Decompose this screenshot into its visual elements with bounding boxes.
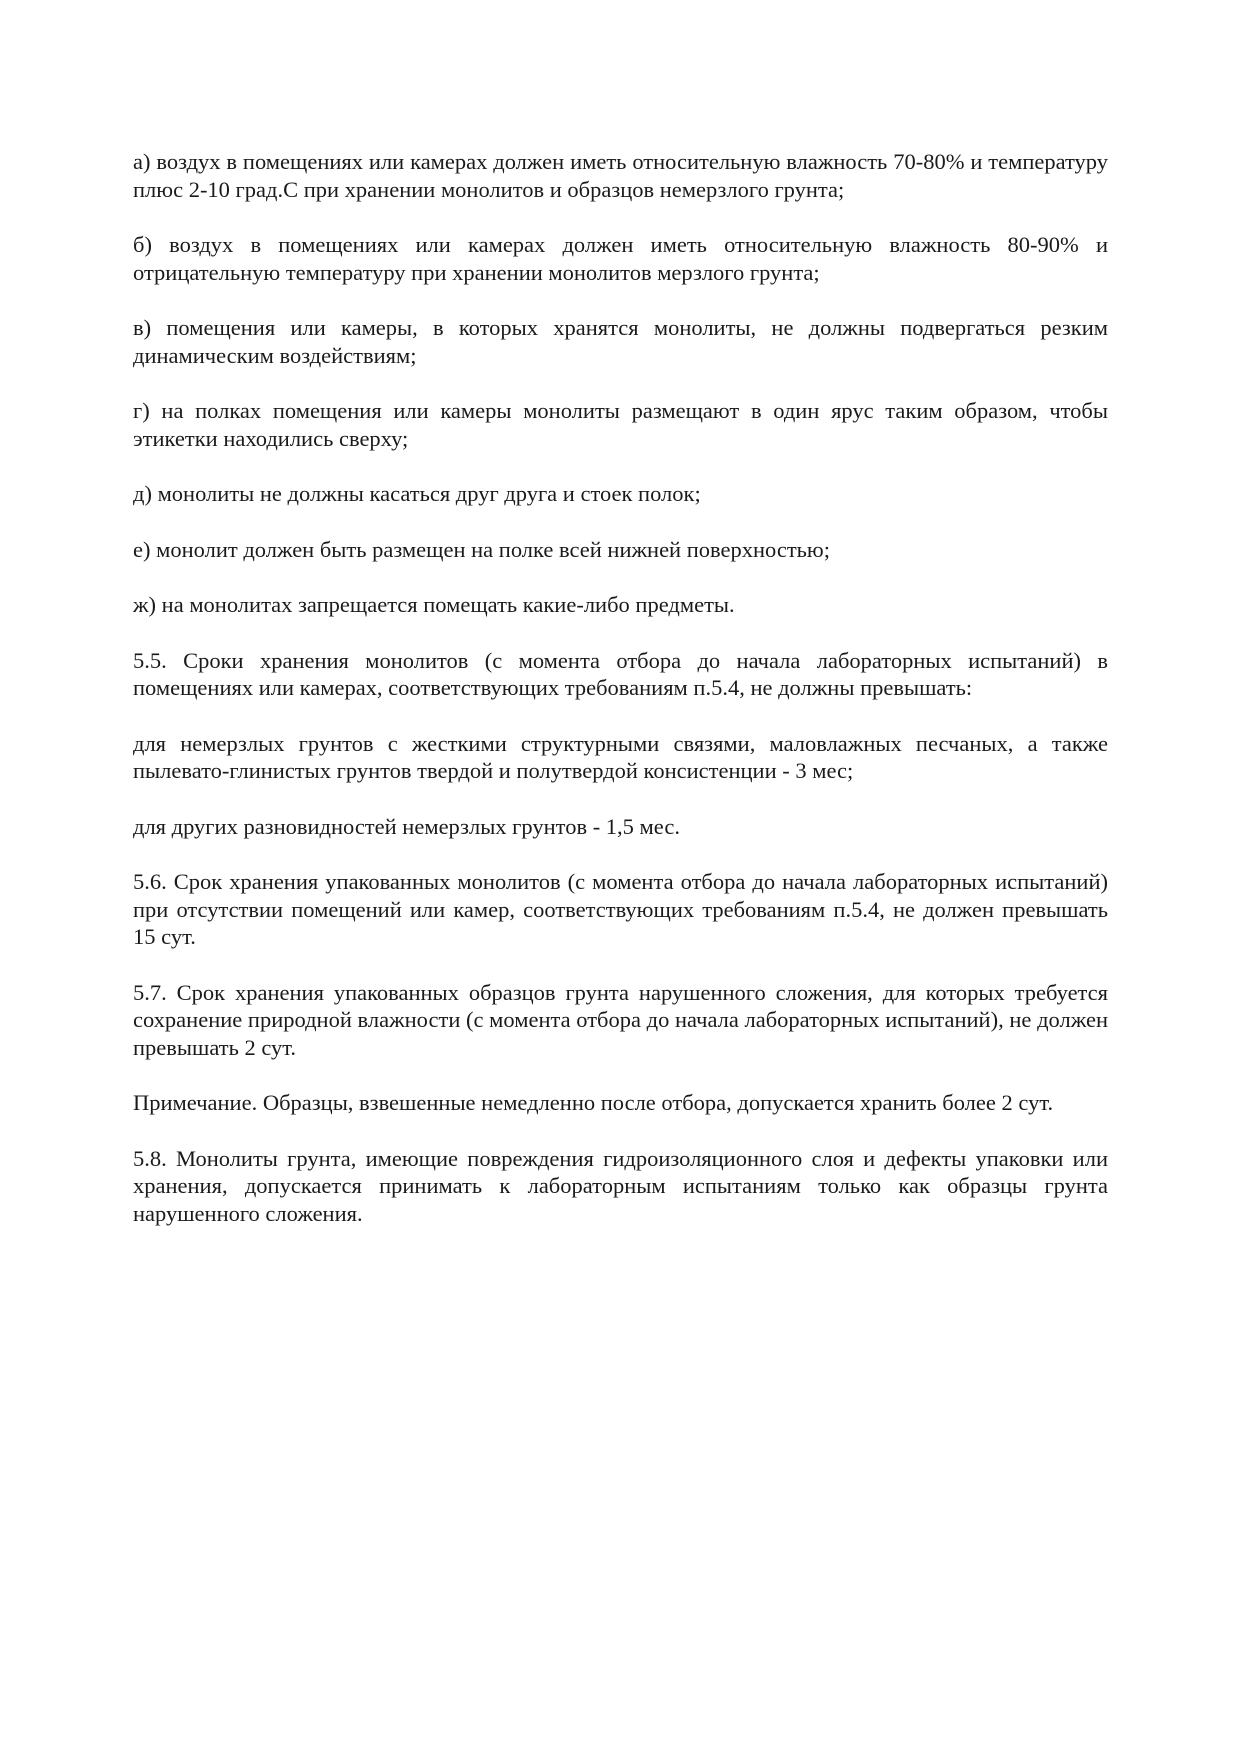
paragraph-item-e: е) монолит должен быть размещен на полке всей нижней поверхностью; <box>133 536 830 562</box>
paragraph-5-8: 5.8. Монолиты грунта, имеющие повреждения гидроизоляционного слоя и дефекты упаковки или хранения, допускается принимать к лабораторным испытаниям только как образцы грунта нарушенного сложения. <box>133 1145 1108 1226</box>
paragraph-item-d: д) монолиты не должны касаться друг друга и стоек полок; <box>133 481 701 506</box>
paragraph-item-v: в) помещения или камеры, в которых хранятся монолиты, не должны подвергаться резким динамическим воздействиям; <box>133 315 1108 368</box>
paragraph-item-a: а) воздух в помещениях или камерах должен иметь относительную влажность 70-80% и температуру плюс 2-10 град.С при хранении монолитов и образцов немерзлого грунта; <box>133 149 1108 202</box>
paragraph-item-g: г) на полках помещения или камеры монолиты размещают в один ярус таким образом, чтобы этикетки находились сверху; <box>133 398 1108 451</box>
paragraph-5-6: 5.6. Срок хранения упакованных монолитов (с момента отбора до начала лабораторных испытаний) при отсутствии помещений или камер, соответствующих требованиям п.5.4, не должен превышать 15 сут. <box>133 869 1108 949</box>
paragraph-5-5-other-unfrozen: для других разновидностей немерзлых грунтов - 1,5 мес. <box>133 813 680 839</box>
paragraph-5-5: 5.5. Сроки хранения монолитов (с момента отбора до начала лабораторных испытаний) в помещениях или камерах, соответствующих требованиям п.5.4, не должны превышать: <box>133 647 1108 700</box>
paragraph-item-b: б) воздух в помещениях или камерах должен иметь относительную влажность 80-90% и отрицательную температуру при хранении монолитов мерзлого грунта; <box>133 232 1108 285</box>
paragraph-item-zh: ж) на монолитах запрещается помещать какие-либо предметы. <box>133 592 735 617</box>
paragraph-5-5-unfrozen-rigid: для немерзлых грунтов с жесткими структурными связями, маловлажных песчаных, а также пылевато-глинистых грунтов твердой и полутвердой консистенции - 3 мес; <box>133 730 1108 783</box>
paragraph-note: Примечание. Образцы, взвешенные немедленно после отбора, допускается хранить более 2 сут. <box>133 1090 1054 1115</box>
document-body <box>133 148 1108 1255</box>
paragraph-5-7: 5.7. Срок хранения упакованных образцов грунта нарушенного сложения, для которых требуется сохранение природной влажности (с момента отбора до начала лабораторных испытаний), не должен превышать 2 сут. <box>133 979 1108 1060</box>
